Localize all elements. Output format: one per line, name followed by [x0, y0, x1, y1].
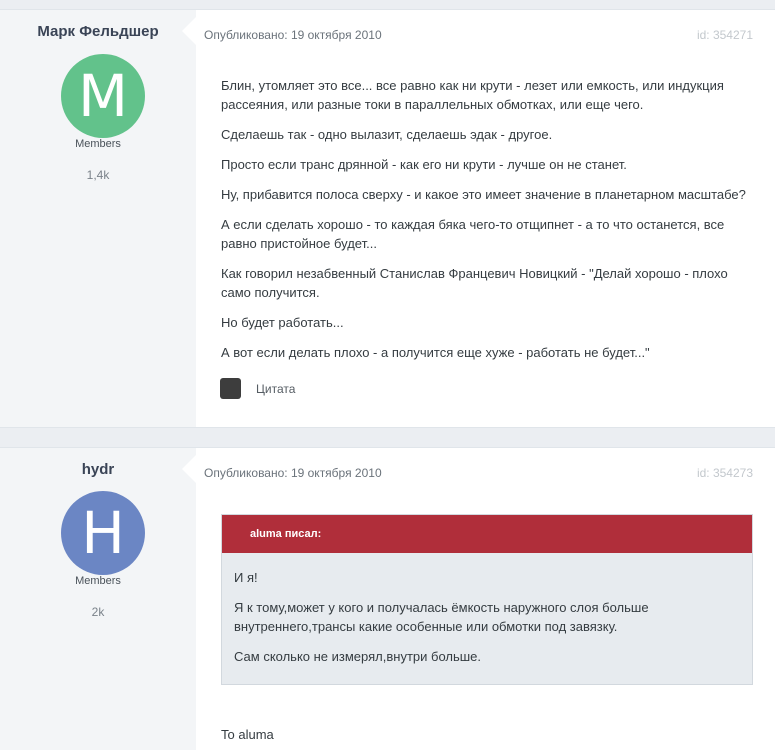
- post-id[interactable]: id: 354271: [696, 28, 753, 42]
- post-354273: [0, 447, 775, 750]
- post-date[interactable]: Опубликовано: 19 октября 2010: [204, 466, 382, 480]
- post-date[interactable]: Опубликовано: 19 октября 2010: [204, 28, 382, 42]
- paragraph: А если сделать хорошо - то каждая бяка чего-то отщипнет - а то что останется, все равно пристойное будет...: [221, 217, 725, 251]
- reply-text: To aluma: [221, 727, 274, 742]
- quote-button[interactable]: [220, 378, 295, 399]
- reputation-count: 2k: [91, 605, 105, 619]
- post-arrow: [182, 17, 196, 45]
- avatar[interactable]: [61, 491, 145, 575]
- paragraph: Блин, утомляет это все... все равно как ни крути - лезет или емкость, или индукция рассеяния, или разные токи в параллельных обмотках, или еще чего.: [221, 78, 724, 112]
- reputation-count: 1,4k: [86, 168, 110, 182]
- quote-label[interactable]: Цитата: [256, 381, 296, 396]
- member-group: Members: [75, 138, 121, 150]
- quote-header[interactable]: aluma писал:: [222, 515, 752, 553]
- post-content: [221, 76, 756, 373]
- paragraph: Но будет работать...: [221, 315, 344, 330]
- paragraph: Ну, прибавится полоса сверху - и какое это имеет значение в планетарном масштабе?: [221, 187, 746, 202]
- quote-checkbox-icon[interactable]: [220, 378, 241, 399]
- paragraph: Сделаешь так - одно вылазит, сделаешь эдак - другое.: [221, 127, 553, 142]
- author-panel: [0, 10, 196, 427]
- quote-paragraph: И я!: [234, 570, 258, 585]
- quote-body: [222, 553, 752, 666]
- avatar-letter: M: [77, 62, 129, 130]
- author-name[interactable]: hydr: [81, 461, 115, 478]
- post-354271: [0, 9, 775, 428]
- member-group: Members: [75, 575, 121, 587]
- post-id[interactable]: id: 354273: [696, 466, 753, 480]
- quote-block: [221, 514, 753, 685]
- avatar-letter: H: [81, 499, 125, 567]
- paragraph: А вот если делать плохо - а получится еще хуже - работать не будет...": [221, 345, 650, 360]
- quote-paragraph: Сам сколько не измерял,внутри больше.: [234, 649, 482, 664]
- paragraph: Просто если транс дрянной - как его ни крути - лучше он не станет.: [221, 157, 627, 172]
- author-name[interactable]: Марк Фельдшер: [37, 23, 159, 40]
- quote-paragraph: Я к тому,может у кого и получалась ёмкость наружного слоя больше внутреннего,трансы какие особенные или обмотки под завязку.: [234, 600, 649, 634]
- author-panel: [0, 448, 196, 750]
- post-arrow: [182, 455, 196, 483]
- avatar[interactable]: [61, 54, 145, 138]
- paragraph: Как говорил незабвенный Станислав Францевич Новицкий - "Делай хорошо - плохо само получится.: [221, 266, 728, 300]
